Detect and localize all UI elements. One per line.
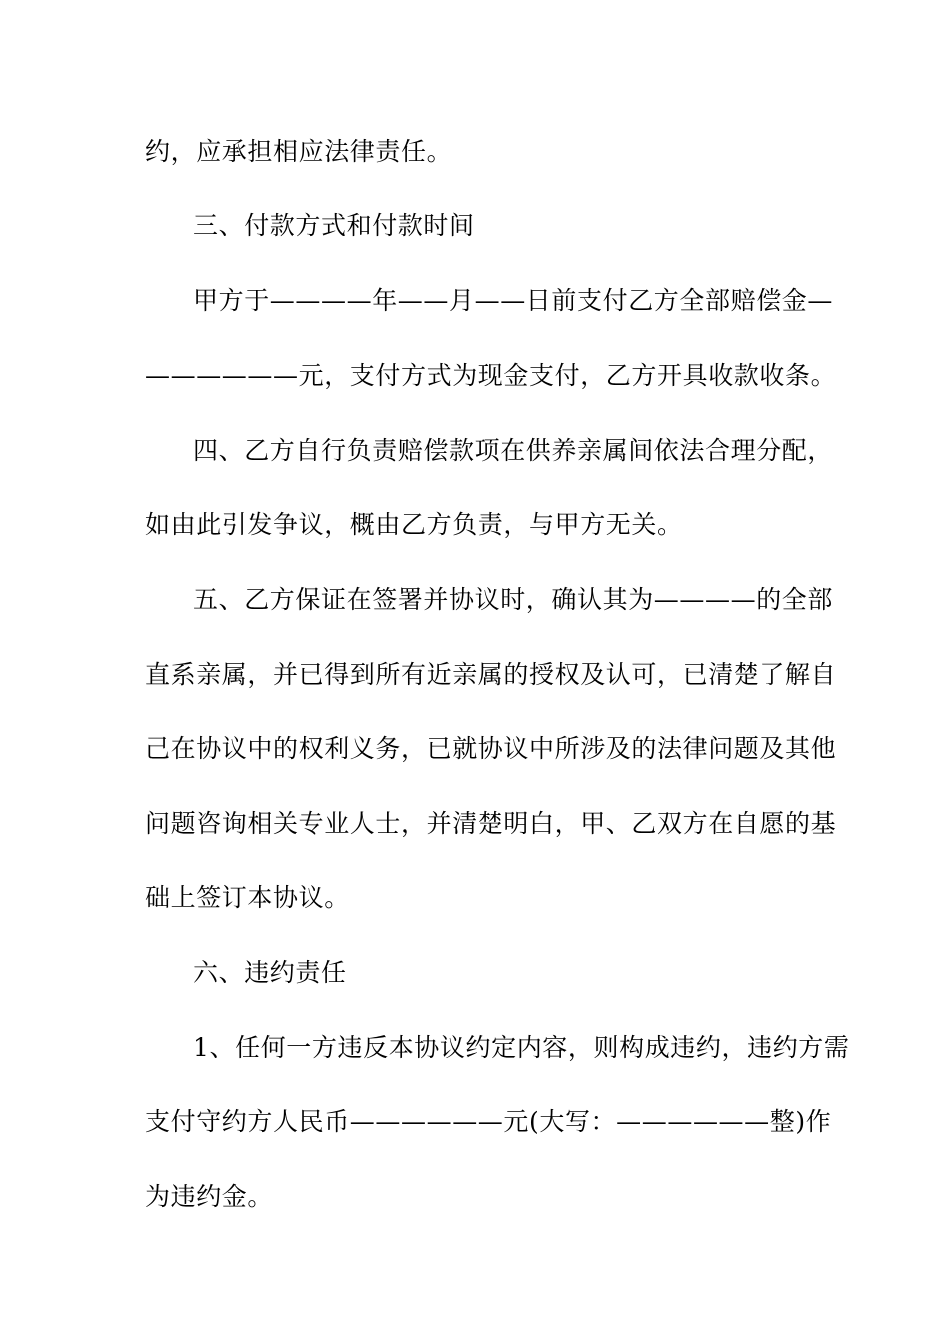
paragraph-line: ——————元，支付方式为现金支付，乙方开具收款收条。 [145, 361, 837, 390]
paragraph-line: 甲方于————年——月——日前支付乙方全部赔偿金— [193, 286, 834, 315]
paragraph-line: 四、乙方自行负责赔偿款项在供养亲属间依法合理分配， [193, 436, 834, 465]
paragraph-line: 为违约金。 [145, 1182, 274, 1211]
paragraph-line: 五、乙方保证在签署并协议时，确认其为————的全部 [193, 585, 834, 614]
paragraph-line: 约，应承担相应法律责任。 [145, 137, 453, 166]
paragraph-line: 问题咨询相关专业人士，并清楚明白，甲、乙双方在自愿的基 [145, 809, 837, 838]
paragraph-line: 1、任何一方违反本协议约定内容，则构成违约，违约方需 [193, 1033, 850, 1062]
paragraph-line: 础上签订本协议。 [145, 883, 350, 912]
section-heading-breach: 六、违约责任 [193, 958, 347, 987]
paragraph-line: 己在协议中的权利义务，已就协议中所涉及的法律问题及其他 [145, 734, 837, 763]
paragraph-line: 支付守约方人民币——————元(大写：——————整)作 [145, 1107, 832, 1136]
paragraph-line: 如由此引发争议，概由乙方负责，与甲方无关。 [145, 510, 683, 539]
paragraph-line: 直系亲属，并已得到所有近亲属的授权及认可，已清楚了解自 [145, 660, 837, 689]
section-heading-payment: 三、付款方式和付款时间 [193, 211, 475, 240]
